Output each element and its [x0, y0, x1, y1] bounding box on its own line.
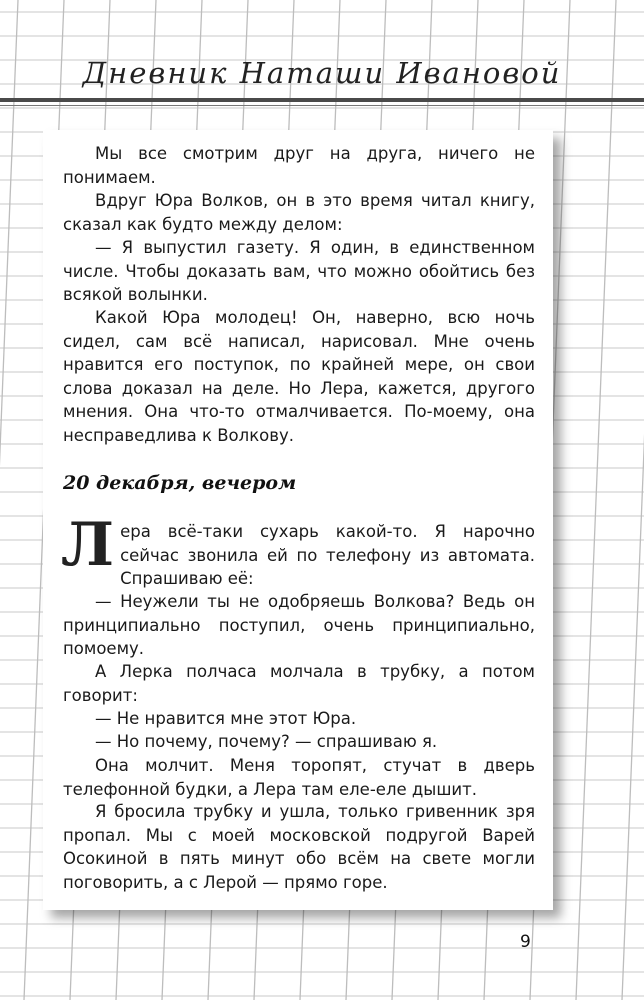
paragraph: Вдруг Юра Волков, он в это время читал книгу, сказал как будто между делом:: [63, 191, 535, 234]
paragraph: — Неужели ты не одобряешь Волкова? Ведь он принципиально поступил, очень принципиально, помоему.: [63, 592, 535, 658]
page-number: 9: [520, 932, 531, 952]
paragraph: Я бросила трубку и ушла, только гривенник зря пропал. Мы с моей московской подругой Варей Осокиной в пять минут обо всём на свете могли поговорить, а с Лерой — прямо горе.: [63, 802, 535, 892]
paragraph-with-drop-cap: [61, 510, 535, 591]
paragraph: Какой Юра молодец! Он, наверно, всю ночь сидел, сам всё написал, нарисовал. Мне очень нравится его поступок, по крайней мере, он свои слова доказал на деле. Но Лера, кажется, другого мнения. Она что-то отмалчивается. По-моему, она несправедлива к Волкову.: [63, 308, 535, 445]
paragraph-text: ера всё-таки сухарь какой-то. Я нарочно сейчас звонила ей по телефону из автомата. Спрашиваю её:: [120, 522, 535, 588]
slant-line: [576, 0, 616, 1000]
paragraph: Мы все смотрим друг на друга, ничего не понимаем.: [63, 144, 535, 187]
slant-line: [0, 0, 18, 1000]
slant-line: [622, 0, 644, 1000]
header-rule-thin: [0, 105, 644, 106]
paragraph: — Не нравится мне этот Юра.: [95, 709, 357, 728]
diary-entry-date: 20 декабря, вечером: [63, 472, 297, 494]
drop-cap-letter: Л: [61, 510, 115, 580]
paragraph: — Я выпустил газету. Я один, в единственном числе. Чтобы доказать вам, что можно обойтись без всякой волынки.: [63, 238, 535, 304]
paragraph: Она молчит. Меня торопят, стучат в дверь телефонной будки, а Лера там еле-еле дышит.: [63, 756, 535, 799]
paragraph: — Но почему, почему? — спрашиваю я.: [95, 732, 438, 751]
page-header-title: Дневник Наташи Ивановой: [82, 56, 562, 90]
paragraph: А Лерка полчаса молчала в трубку, а потом говорит:: [63, 662, 535, 705]
header-rule: [0, 98, 644, 102]
